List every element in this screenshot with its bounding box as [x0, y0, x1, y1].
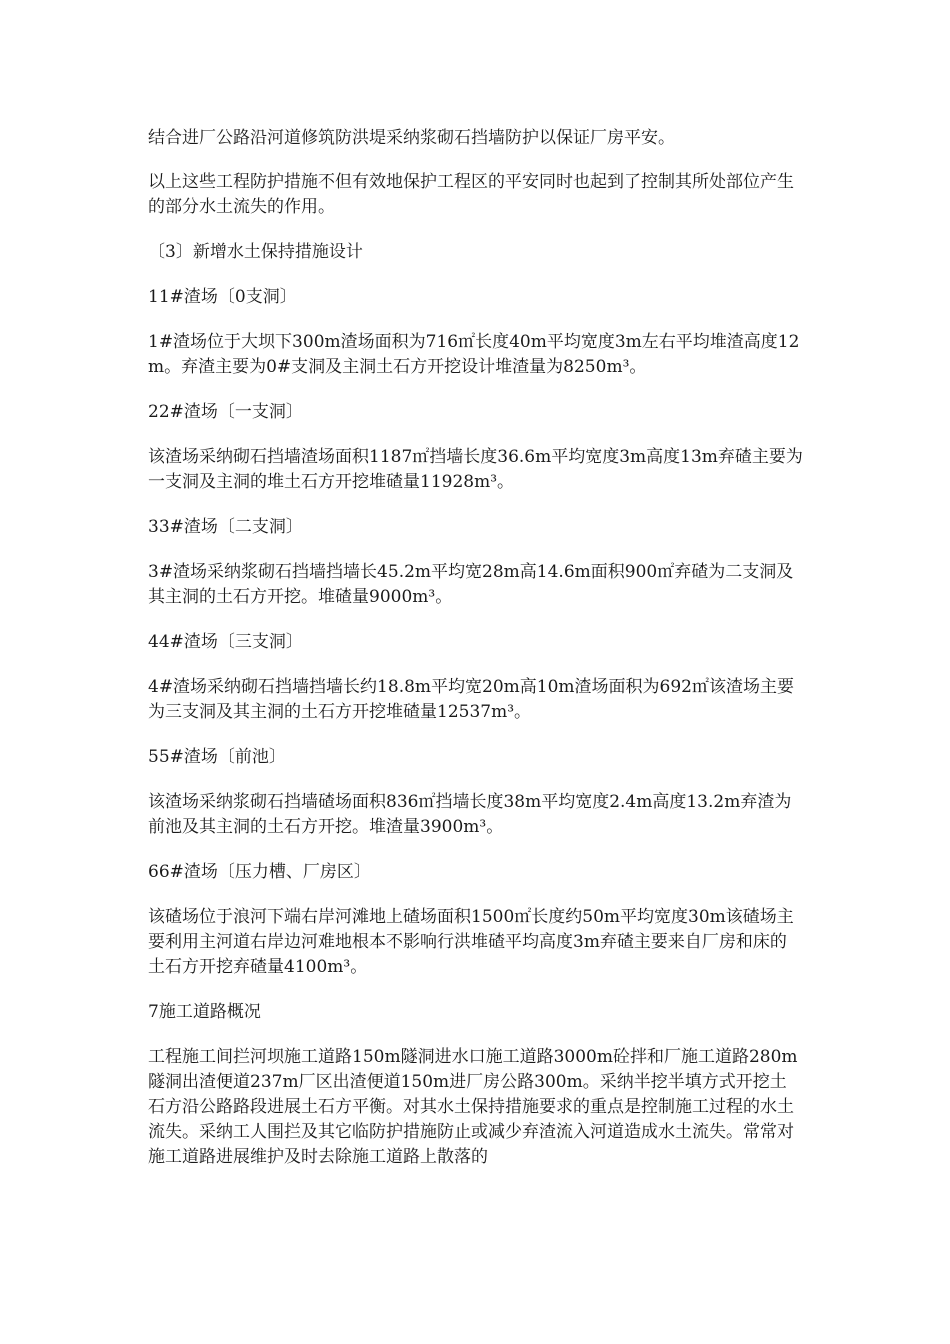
heading-slag-site-3: 33#渣场〔二支洞〕 [148, 517, 303, 537]
heading-construction-roads: 7施工道路概况 [148, 1002, 261, 1022]
heading-slag-site-4: 44#渣场〔三支洞〕 [148, 632, 303, 652]
paragraph-slag-site-3: 3#渣场采纳浆砌石挡墙挡墙长45.2m平均宽28m高14.6m面积900㎡弃碴为二支洞及其主洞的土石方开挖。堆碴量9000m³。 [148, 562, 794, 607]
paragraph-slag-site-6: 该碴场位于浪河下端右岸河滩地上碴场面积1500㎡长度约50m平均宽度30m该碴场主要利用主河道右岸边河难地根本不影响行洪堆碴平均高度3m弃碴主要来自厂房和床的土石方开挖弃碴量4100m³。 [148, 907, 794, 977]
document-body [148, 126, 803, 1170]
paragraph-slag-site-4: 4#渣场采纳砌石挡墙挡墙长约18.8m平均宽20m高10m渣场面积为692㎡该渣场主要为三支洞及其主洞的土石方开挖堆碴量12537m³。 [148, 677, 794, 722]
section-heading-new-measures: 〔3〕新增水土保持措施设计 [148, 242, 363, 262]
paragraph-protection-summary: 以上这些工程防护措施不但有效地保护工程区的平安同时也起到了控制其所处部位产生的部分水土流失的作用。 [148, 172, 794, 217]
heading-slag-site-5: 55#渣场〔前池〕 [148, 747, 286, 767]
paragraph-construction-roads: 工程施工间拦河坝施工道路150m隧洞进水口施工道路3000m砼拌和厂施工道路280m隧洞出渣便道237m厂区出渣便道150m进厂房公路300m。采纳半挖半填方式开挖土石方沿公路路段进展土石方平衡。对其水土保持措施要求的重点是控制施工过程的水土流失。采纳工人围拦及其它临防护措施防止或减少弃渣流入河道造成水土流失。常常对施工道路进展维护及时去除施工道路上散落的 [148, 1047, 798, 1167]
paragraph-slag-site-5: 该渣场采纳浆砌石挡墙碴场面积836㎡挡墙长度38m平均宽度2.4m高度13.2m弃渣为前池及其主洞的土石方开挖。堆渣量3900m³。 [148, 792, 792, 837]
paragraph-flood-protection: 结合进厂公路沿河道修筑防洪堤采纳浆砌石挡墙防护以保证厂房平安。 [148, 128, 675, 148]
heading-slag-site-2: 22#渣场〔一支洞〕 [148, 402, 303, 422]
heading-slag-site-6: 66#渣场〔压力槽、厂房区〕 [148, 862, 371, 882]
paragraph-slag-site-1: 1#渣场位于大坝下300m渣场面积为716㎡长度40m平均宽度3m左右平均堆渣高度12m。弃渣主要为0#支洞及主洞土石方开挖设计堆渣量为8250m³。 [148, 332, 800, 377]
heading-slag-site-1: 11#渣场〔0支洞〕 [148, 287, 297, 307]
paragraph-slag-site-2: 该渣场采纳砌石挡墙渣场面积1187㎡挡墙长度36.6m平均宽度3m高度13m弃碴主要为一支洞及主洞的堆土石方开挖堆碴量11928m³。 [148, 447, 803, 492]
